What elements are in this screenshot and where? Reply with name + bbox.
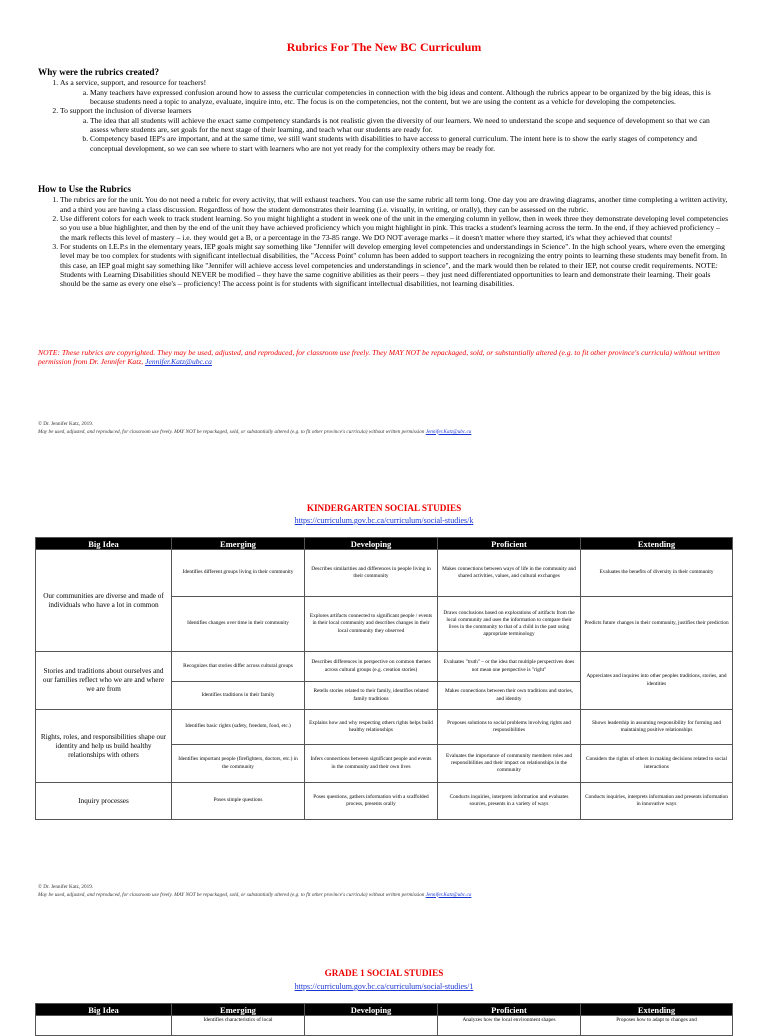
developing-cell: Describes differences in perspective on common themes across cultural groups (e.g. creation stories) xyxy=(305,652,438,682)
developing-cell: Explains how and why respecting others rights helps build healthy relationships xyxy=(305,710,438,745)
why-list xyxy=(38,78,730,153)
column-header: Emerging xyxy=(172,538,305,550)
emerging-cell: Identifies important people (firefighters, doctors, etc.) in the community xyxy=(172,745,305,783)
developing-cell xyxy=(305,1016,438,1036)
column-header: Extending xyxy=(581,1004,733,1016)
big-idea-cell: Inquiry processes xyxy=(36,783,172,820)
how-list xyxy=(38,195,730,288)
extending-cell: Appreciates and inquires into other peoples traditions, stories, and identities xyxy=(581,652,733,710)
column-header: Extending xyxy=(581,538,733,550)
proficient-cell: Makes connections between ways of life in the community and shared activities, values, and cultural exchanges xyxy=(438,550,581,597)
developing-cell: Retells stories related to their family, identifies related family traditions xyxy=(305,682,438,710)
why-item xyxy=(60,78,730,106)
why-item-text: To support the inclusion of diverse learners xyxy=(60,106,192,116)
how-heading: How to Use the Rubrics xyxy=(38,184,131,194)
table-header-row xyxy=(36,1004,733,1016)
emerging-cell: Identifies basic rights (safety, freedom, food, etc.) xyxy=(172,710,305,745)
emerging-cell: Identifies changes over time in their community xyxy=(172,597,305,652)
copyright-permission xyxy=(38,892,730,900)
grade1-rubric-table xyxy=(35,1003,733,1036)
kindergarten-heading: KINDERGARTEN SOCIAL STUDIES xyxy=(306,503,462,513)
grade1-link-wrap xyxy=(0,982,768,991)
note-email-link[interactable]: Jennifer.Katz@ubc.ca xyxy=(145,357,212,367)
emerging-cell: Poses simple questions xyxy=(172,783,305,820)
column-header: Proficient xyxy=(438,538,581,550)
permission-text: May be used, adjusted, and reproduced, for classroom use freely. MAY NOT be repackaged, sold, or substantially altered (e.g. to fit other province's curricula) without written permission xyxy=(38,428,426,435)
how-section xyxy=(38,184,730,289)
why-item-text: As a service, support, and resource for teachers! xyxy=(60,78,207,88)
table-row xyxy=(36,550,733,597)
extending-cell: Proposes how to adapt to changes and xyxy=(581,1016,733,1036)
why-sublist xyxy=(60,116,730,153)
column-header: Big Idea xyxy=(36,538,172,550)
copyright-footer xyxy=(38,884,730,899)
proficient-cell: Draws conclusions based on explorations of artifacts from the local community and uses the information to compare their lives in the community to that of a child in the past using appropriate terminology xyxy=(438,597,581,652)
column-header: Big Idea xyxy=(36,1004,172,1016)
developing-cell: Infers connections between significant people and events in the community and their own lives xyxy=(305,745,438,783)
proficient-cell: Evaluates "truth" – or the idea that multiple perspectives does not mean one perspective is "right" xyxy=(438,652,581,682)
copyright-email-link[interactable]: Jennifer.Katz@ubc.ca xyxy=(425,891,472,898)
why-subitem: b. Competency based IEP's are important, and at the same time, we still want students with disabilities to have access to general curriculum. The intent here is to show the early stages of competency and conceptual development, so we can see where to start with learners who are not yet ready for the complexity others may be ready for. xyxy=(90,134,730,153)
copyright-footer xyxy=(38,421,730,436)
table-row xyxy=(36,783,733,820)
extending-cell: Conducts inquiries, interprets information and presents information in innovative ways xyxy=(581,783,733,820)
why-item xyxy=(60,106,730,153)
how-item: 3. For students on I.E.P.s in the elementary years, IEP goals might say something like "Jennifer will develop emerging level competencies and understandings in Science". In the high school years, where even the emerging level may be too complex for students with significant intellectual disabilities, the "Access Point" column has been added to support teachers in recognizing the entry points to learning these students may benefit from. In this case, an IEP goal might say something like "Jennifer will achieve access level competencies and understandings in science", and the mark would then be related to their IEP, not course credit requirements. NOTE: Students with Learning Disabilities should NEVER be modified – they have the same cognitive abilities as their peers – they just need differentiated opportunities to learn and demonstrate their learning. Their goals should be the same as every one else's – proficiency! The access point is for students with significant intellectual disabilities, not learning disabilities. xyxy=(60,242,730,289)
table-header-row xyxy=(36,538,733,550)
why-subitem: a. The idea that all students will achieve the exact same competency standards is not realistic given the diversity of our learners. We need to understand the scope and sequence of development so that we can assess where students are, set goals for the next stage of their learning, and teach what our students are ready for. xyxy=(90,116,730,135)
extending-cell: Considers the rights of others in making decisions related to social interactions xyxy=(581,745,733,783)
grade1-curriculum-link[interactable]: https://curriculum.gov.bc.ca/curriculum/social-studies/1 xyxy=(294,982,474,991)
proficient-cell: Analyzes how the local environment shapes xyxy=(438,1016,581,1036)
column-header: Proficient xyxy=(438,1004,581,1016)
emerging-cell: Recognizes that stories differ across cultural groups xyxy=(172,652,305,682)
proficient-cell: Makes connections between their own traditions and stories, and identity xyxy=(438,682,581,710)
extending-cell: Predicts future changes in their community, justifies their prediction xyxy=(581,597,733,652)
emerging-cell: Identifies traditions in their family xyxy=(172,682,305,710)
big-idea-cell: Our communities are diverse and made of individuals who have a lot in common xyxy=(36,550,172,652)
why-sublist xyxy=(60,88,730,107)
how-item: 1. The rubrics are for the unit. You do not need a rubric for every activity, that will exhaust teachers. You can use the same rubric all term long. One day you are drawing diagrams, another time completing a written activity, and a third you are having a class discussion. Regardless of how the student demonstrates their learning (i.e. visually, in writing, or orally), they can be assessed on the rubric. xyxy=(60,195,730,214)
table-row xyxy=(36,1016,733,1036)
big-idea-cell: Rights, roles, and responsibilities shape our identity and help us build healthy relationships with others xyxy=(36,710,172,783)
document-title: Rubrics For The New BC Curriculum xyxy=(286,40,482,54)
column-header: Developing xyxy=(305,538,438,550)
why-heading: Why were the rubrics created? xyxy=(38,67,160,77)
developing-cell: Explores artifacts connected to significant people / events in their local community and describes changes in their local community they observed xyxy=(305,597,438,652)
proficient-cell: Proposes solutions to social problems involving rights and responsibilities xyxy=(438,710,581,745)
developing-cell: Poses questions, gathers information with a scaffolded process, presents orally xyxy=(305,783,438,820)
copyright-note xyxy=(38,348,730,367)
kindergarten-curriculum-link[interactable]: https://curriculum.gov.bc.ca/curriculum/social-studies/k xyxy=(294,516,474,525)
copyright-permission xyxy=(38,429,730,437)
emerging-cell: Identifies characteristics of local xyxy=(172,1016,305,1036)
developing-cell: Describes similarities and differences in people living in their community xyxy=(305,550,438,597)
grade1-heading: GRADE 1 SOCIAL STUDIES xyxy=(324,968,444,978)
copyright-line: © Dr. Jennifer Katz, 2019. xyxy=(38,884,94,890)
column-header: Developing xyxy=(305,1004,438,1016)
big-idea-cell: Stories and traditions about ourselves and our families reflect who we are and where we are from xyxy=(36,652,172,710)
copyright-email-link[interactable]: Jennifer.Katz@ubc.ca xyxy=(425,428,472,435)
extending-cell: Shows leadership in assuming responsibility for forming and maintaining positive relationships xyxy=(581,710,733,745)
table-row xyxy=(36,710,733,745)
copyright-line: © Dr. Jennifer Katz, 2019. xyxy=(38,421,94,427)
kindergarten-link-wrap xyxy=(0,516,768,525)
proficient-cell: Evaluates the importance of community members roles and responsibilities and their impact on relationships in the community xyxy=(438,745,581,783)
proficient-cell: Conducts inquiries, interprets information and evaluates sources, presents in a variety of ways xyxy=(438,783,581,820)
extending-cell: Evaluates the benefits of diversity in their community xyxy=(581,550,733,597)
note-text: NOTE: These rubrics are copyrighted. They may be used, adjusted, and reproduced, for classroom use freely. They MAY NOT be repackaged, sold, or substantially altered (e.g. to fit other province's curricula) without written permission from Dr. Jennifer Katz, xyxy=(38,348,720,367)
big-idea-cell xyxy=(36,1016,172,1036)
table-row xyxy=(36,652,733,682)
why-subitem: a. Many teachers have expressed confusion around how to assess the curricular competencies in connection with the big ideas and content. Although the rubrics appear to be organized by the big ideas, this is because students need a topic to analyze, evaluate, inquire into, etc. The focus is on the competencies, not the content, but we are using the content as a vehicle for developing the competencies. xyxy=(90,88,730,107)
emerging-cell: Identifies different groups living in their community xyxy=(172,550,305,597)
kindergarten-rubric-table xyxy=(35,537,733,820)
column-header: Emerging xyxy=(172,1004,305,1016)
permission-text: May be used, adjusted, and reproduced, for classroom use freely. MAY NOT be repackaged, sold, or substantially altered (e.g. to fit other province's curricula) without written permission xyxy=(38,891,426,898)
why-section xyxy=(38,67,730,153)
how-item: 2. Use different colors for each week to track student learning. So you might highlight a student in week one of the unit in the emerging column in yellow, then in week three they demonstrate developing level competencies so you use a blue highlighter, and then by the end of the unit they have achieved proficiency which you might highlight in pink. This tracks a student's learning across the term. In the end, if they achieved proficiency – the mark reflects this level of mastery – i.e. they would get a B, or a percentage in the 73-85 range. We DO NOT average marks – it doesn't matter where they started, it's what they achieved that counts! xyxy=(60,214,730,242)
